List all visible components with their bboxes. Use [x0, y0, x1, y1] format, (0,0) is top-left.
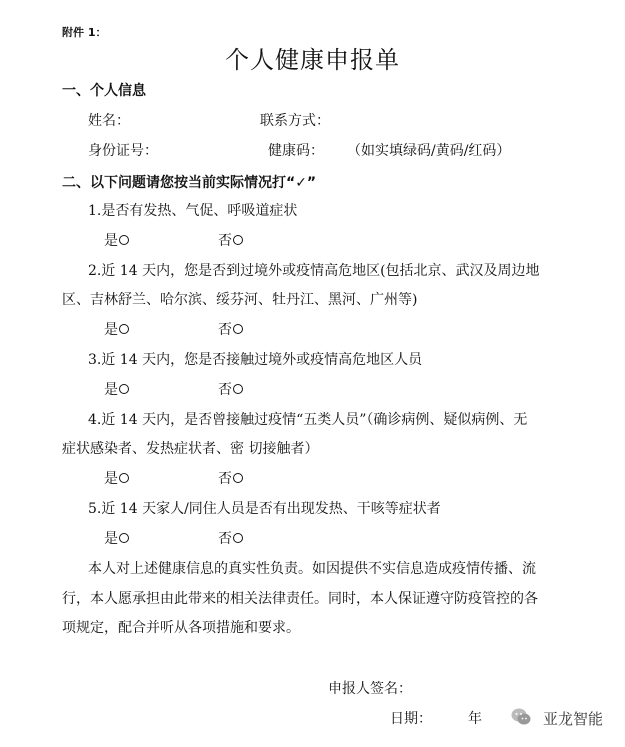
radio-circle-icon: [233, 473, 243, 483]
declaration-line-3: 项规定，配合并听从各项措施和要求。: [62, 620, 300, 636]
contact-label: 联系方式：: [260, 113, 330, 129]
q2-no-option[interactable]: [218, 319, 243, 339]
yes-label: 是: [104, 233, 118, 249]
name-label: 姓名：: [88, 113, 130, 129]
q5-no-option[interactable]: [218, 528, 243, 548]
attachment-label: 附件 1：: [62, 26, 107, 39]
section-questions-heading: 二、以下问题请您按当前实际情况打“✓”: [62, 175, 317, 191]
declaration-line-2: 行，本人愿承担由此带来的相关法律责任。同时，本人保证遵守防疫管控的各: [62, 591, 538, 607]
no-label: 否: [218, 471, 232, 487]
watermark-text: 亚龙智能: [542, 710, 603, 728]
question-1: 1.是否有发热、气促、呼吸道症状: [88, 203, 298, 219]
question-4-line-2: 症状感染者、发热症状者、密 切接触者）: [62, 441, 319, 457]
no-label: 否: [218, 322, 232, 338]
q1-yes-option[interactable]: [104, 230, 129, 250]
yes-label: 是: [104, 471, 118, 487]
no-label: 否: [218, 233, 232, 249]
radio-circle-icon: [119, 533, 129, 543]
yes-label: 是: [104, 322, 118, 338]
id-number-label: 身份证号：: [88, 143, 158, 159]
radio-circle-icon: [233, 235, 243, 245]
radio-circle-icon: [233, 384, 243, 394]
radio-circle-icon: [119, 384, 129, 394]
yes-label: 是: [104, 382, 118, 398]
health-code-label: 健康码：: [268, 143, 324, 159]
q4-no-option[interactable]: [218, 468, 243, 488]
radio-circle-icon: [119, 473, 129, 483]
q4-yes-option[interactable]: [104, 468, 129, 488]
question-5: 5.近 14 天家人/同住人员是否有出现发热、干咳等症状者: [88, 501, 441, 517]
page-title: 个人健康申报单: [225, 46, 400, 74]
radio-circle-icon: [233, 533, 243, 543]
signature-label: 申报人签名：: [328, 681, 412, 697]
question-2-line-2: 区、吉林舒兰、哈尔滨、绥芬河、牡丹江、黑河、广州等): [62, 292, 418, 308]
radio-circle-icon: [119, 324, 129, 334]
q5-yes-option[interactable]: [104, 528, 129, 548]
question-4-line-1: 4.近 14 天内，是否曾接触过疫情“五类人员”（确诊病例、疑似病例、无: [88, 412, 528, 428]
year-label: 年: [468, 711, 482, 727]
q1-no-option[interactable]: [218, 230, 243, 250]
yes-label: 是: [104, 531, 118, 547]
no-label: 否: [218, 531, 232, 547]
health-code-hint: （如实填绿码/黄码/红码）: [347, 143, 511, 159]
question-3: 3.近 14 天内，您是否接触过境外或疫情高危地区人员: [88, 352, 423, 368]
no-label: 否: [218, 382, 232, 398]
radio-circle-icon: [119, 235, 129, 245]
q3-no-option[interactable]: [218, 379, 243, 399]
q3-yes-option[interactable]: [104, 379, 129, 399]
q2-yes-option[interactable]: [104, 319, 129, 339]
declaration-line-1: 本人对上述健康信息的真实性负责。如因提供不实信息造成疫情传播、流: [88, 561, 536, 577]
date-label: 日期：: [390, 711, 432, 727]
wechat-logo-icon: [510, 706, 532, 728]
section-personal-info-heading: 一、个人信息: [62, 83, 146, 99]
radio-circle-icon: [233, 324, 243, 334]
question-2-line-1: 2.近 14 天内，您是否到过境外或疫情高危地区(包括北京、武汉及周边地: [88, 263, 540, 279]
